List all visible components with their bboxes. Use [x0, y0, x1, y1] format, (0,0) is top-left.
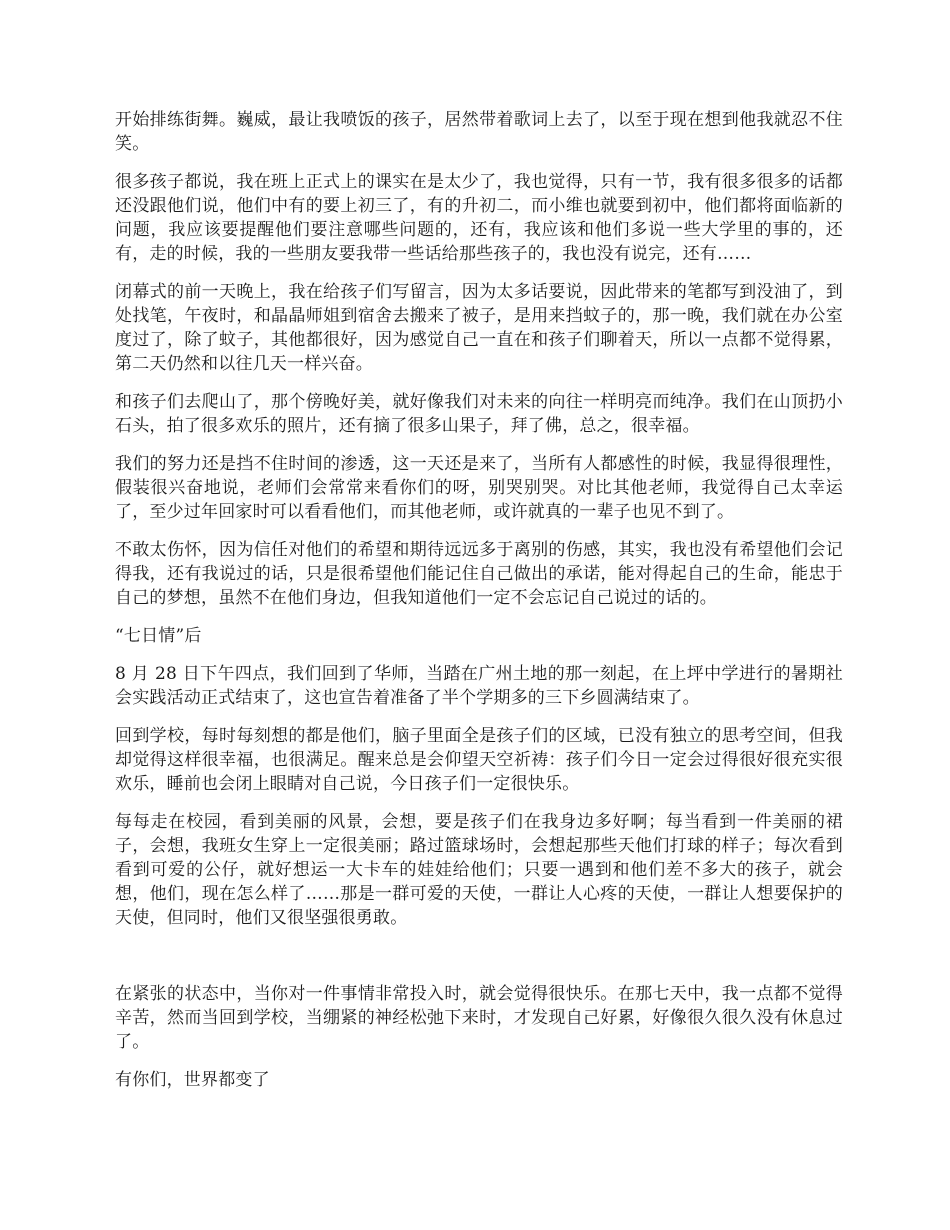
document-page: [115, 108, 843, 1106]
paragraph-gap: [115, 944, 843, 982]
paragraph-3: 闭幕式的前一天晚上，我在给孩子们写留言，因为太多话要说，因此带来的笔都写到没油了，到处找笔，午夜时，和晶晶师姐到宿舍去搬来了被子，是用来挡蚊子的，那一晚，我们就在办公室度过了，除了蚊子，其他都很好，因为感觉自己一直在和孩子们聊着天，所以一点都不觉得累，第二天仍然和以往几天一样兴奋。: [115, 282, 843, 374]
paragraph-9: 每每走在校园，看到美丽的风景，会想，要是孩子们在我身边多好啊；每当看到一件美丽的裙子，会想，我班女生穿上一定很美丽；路过篮球场时，会想起那些天他们打球的样子；每次看到看到可爱的公仔，就好想运一大卡车的娃娃给他们；只要一遇到和他们差不多大的孩子，就会想，他们，现在怎么样了……那是一群可爱的天使，一群让人心疼的天使，一群让人想要保护的天使，但同时，他们又很坚强很勇敢。: [115, 812, 843, 928]
section-heading: “七日情”后: [115, 626, 202, 646]
paragraph-7: 8 月 28 日下午四点，我们回到了华师，当踏在广州土地的那一刻起，在上坪中学进行的暑期社会实践活动正式结束了，这也宣告着准备了半个学期多的三下乡圆满结束了。: [115, 664, 843, 708]
paragraph-6: 不敢太伤怀，因为信任对他们的希望和期待远远多于离别的伤感，其实，我也没有希望他们会记得我，还有我说过的话，只是很希望他们能记住自己做出的承诺，能对得起自己的生命，能忠于自己的梦想，虽然不在他们身边，但我知道他们一定不会忘记自己说过的话的。: [115, 540, 843, 608]
paragraph-5: 我们的努力还是挡不住时间的渗透，这一天还是来了，当所有人都感性的时候，我显得很理性，假装很兴奋地说，老师们会常常来看你们的呀，别哭别哭。对比其他老师，我觉得自己太幸运了，至少过年回家时可以看看他们，而其他老师，或许就真的一辈子也见不到了。: [115, 454, 843, 522]
paragraph-10: 在紧张的状态中，当你对一件事情非常投入时，就会觉得很快乐。在那七天中，我一点都不觉得辛苦，然而当回到学校，当绷紧的神经松弛下来时，才发现自己好累，好像很久很久没有休息过了。: [115, 984, 843, 1052]
closing-line: 有你们，世界都变了: [115, 1070, 270, 1090]
paragraph-4: 和孩子们去爬山了，那个傍晚好美，就好像我们对未来的向往一样明亮而纯净。我们在山顶扔小石头，拍了很多欢乐的照片，还有摘了很多山果子，拜了佛，总之，很幸福。: [115, 392, 843, 436]
paragraph-1: 开始排练街舞。巍威，最让我喷饭的孩子，居然带着歌词上去了，以至于现在想到他我就忍不住笑。: [115, 110, 843, 154]
paragraph-2: 很多孩子都说，我在班上正式上的课实在是太少了，我也觉得，只有一节，我有很多很多的话都还没跟他们说，他们中有的要上初三了，有的升初二，而小维也就要到初中，他们都将面临新的问题，我应该要提醒他们要注意哪些问题的，还有，我应该和他们多说一些大学里的事的，还有，走的时候，我的一些朋友要我带一些话给那些孩子的，我也没有说完，还有……: [115, 172, 843, 264]
paragraph-8: 回到学校，每时每刻想的都是他们，脑子里面全是孩子们的区域，已没有独立的思考空间，但我却觉得这样很幸福，也很满足。醒来总是会仰望天空祈祷：孩子们今日一定会过得很好很充实很欢乐，睡前也会闭上眼睛对自己说，今日孩子们一定很快乐。: [115, 726, 843, 794]
